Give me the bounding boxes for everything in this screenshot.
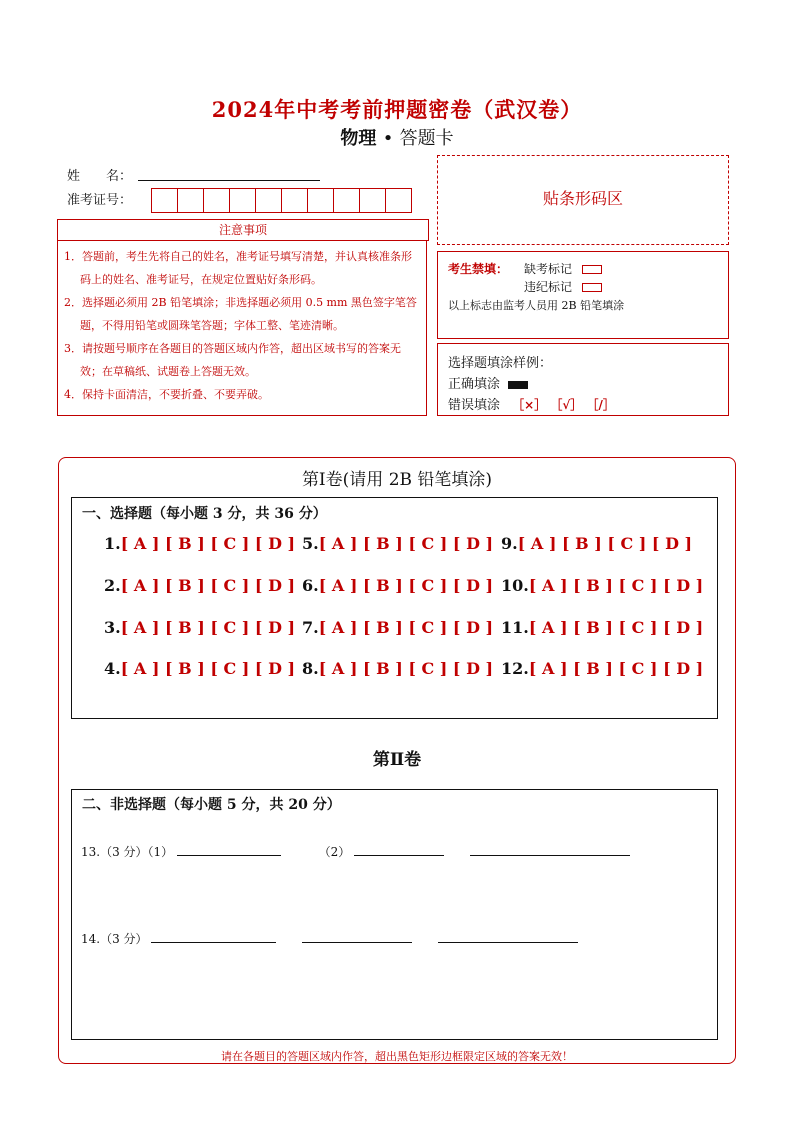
- q13-blank-1[interactable]: [177, 843, 281, 856]
- question-number: 11.: [501, 618, 529, 637]
- q13-blank-2[interactable]: [354, 843, 444, 856]
- question-number: 7.: [302, 618, 319, 637]
- answer-options[interactable]: [ A ] [ B ] [ C ] [ D ]: [528, 576, 704, 595]
- wrong-fill-marks: ［×］ ［√］ ［/］: [512, 398, 615, 412]
- answer-options[interactable]: [ A ] [ B ] [ C ] [ D ]: [318, 659, 494, 678]
- answer-options[interactable]: [ A ] [ B ] [ C ] [ D ]: [318, 534, 494, 553]
- question-5[interactable]: [302, 534, 493, 553]
- question-number: 12.: [501, 659, 529, 678]
- answer-options[interactable]: [ A ] [ B ] [ C ] [ D ]: [517, 534, 693, 553]
- question-7[interactable]: [302, 618, 493, 637]
- answer-options[interactable]: [ A ] [ B ] [ C ] [ D ]: [318, 618, 494, 637]
- question-12[interactable]: [501, 659, 703, 678]
- id-cell[interactable]: [360, 189, 386, 212]
- page-title: 2024年中考考前押题密卷（武汉卷）: [211, 97, 583, 122]
- exam-id-grid[interactable]: [151, 188, 412, 213]
- correct-fill-row: [448, 373, 528, 392]
- question-2[interactable]: [104, 576, 295, 595]
- footer-warning: 请在各题目的答题区域内作答，超出黑色矩形边框限定区域的答案无效！: [221, 1050, 573, 1063]
- non-choice-block: [71, 789, 718, 1040]
- question-6[interactable]: [302, 576, 493, 595]
- question-number: 9.: [501, 534, 518, 553]
- forbidden-note: 以上标志由监考人员用 2B 铅笔填涂: [448, 299, 625, 312]
- wrong-fill-label: 错误填涂: [448, 398, 501, 413]
- question-number: 4.: [104, 659, 121, 678]
- id-cell[interactable]: [386, 189, 411, 212]
- id-label: 准考证号：: [67, 193, 133, 208]
- filled-mark-icon: [508, 381, 528, 389]
- name-field[interactable]: [138, 180, 320, 181]
- notice-item: 1．答题前，考生先将自己的姓名，准考证号填写清楚，并认真核准条形码上的姓名、准考证号，在规定位置贴好条形码。: [64, 250, 412, 286]
- question-4[interactable]: [104, 659, 295, 678]
- forbidden-label: 考生禁填：: [448, 262, 509, 276]
- notice-item: 2．选择题必须用 2B 铅笔填涂；非选择题必须用 0.5 mm 黑色签字笔答题，不得用铅笔或圆珠笔答题；字体工整、笔迹清晰。: [64, 296, 417, 332]
- answer-options[interactable]: [ A ] [ B ] [ C ] [ D ]: [120, 618, 296, 637]
- non-choice-section-title: 二、非选择题（每小题 5 分，共 20 分）: [82, 797, 341, 813]
- q14-blank-2[interactable]: [302, 930, 412, 943]
- question-10[interactable]: [501, 576, 703, 595]
- id-cell[interactable]: [334, 189, 360, 212]
- id-cell[interactable]: [152, 189, 178, 212]
- correct-fill-label: 正确填涂: [448, 377, 501, 392]
- violation-label: 违纪标记: [524, 280, 573, 294]
- question-1[interactable]: [104, 534, 295, 553]
- answer-options[interactable]: [ A ] [ B ] [ C ] [ D ]: [528, 618, 704, 637]
- absent-mark-row: [524, 260, 602, 277]
- answer-options[interactable]: [ A ] [ B ] [ C ] [ D ]: [120, 534, 296, 553]
- notice-box: [57, 241, 427, 416]
- answer-options[interactable]: [ A ] [ B ] [ C ] [ D ]: [120, 576, 296, 595]
- answer-options[interactable]: [ A ] [ B ] [ C ] [ D ]: [528, 659, 704, 678]
- q13-label: 13.（3 分）（1）: [81, 845, 174, 859]
- answer-card-label: 答题卡: [399, 128, 454, 149]
- notice-title: 注意事项: [57, 219, 429, 241]
- id-cell[interactable]: [230, 189, 256, 212]
- subject: 物理: [340, 128, 377, 149]
- id-cell[interactable]: [178, 189, 204, 212]
- q14-label: 14.（3 分）: [81, 932, 148, 946]
- question-9[interactable]: [501, 534, 692, 553]
- page-subtitle: [0, 124, 794, 150]
- fill-example-title: 选择题填涂样例：: [448, 356, 553, 371]
- violation-mark-row: [524, 278, 602, 295]
- question-number: 6.: [302, 576, 319, 595]
- question-11[interactable]: [501, 618, 703, 637]
- question-number: 3.: [104, 618, 121, 637]
- question-number: 1.: [104, 534, 121, 553]
- answer-options[interactable]: [ A ] [ B ] [ C ] [ D ]: [120, 659, 296, 678]
- part2-title: 第Ⅱ卷: [372, 750, 422, 770]
- notice-item: 3．请按题号顺序在各题目的答题区域内作答，超出区域书写的答案无效；在草稿纸、试题卷上答题无效。: [64, 342, 401, 378]
- absent-checkbox[interactable]: [582, 265, 602, 274]
- name-label: 姓 名：: [67, 169, 133, 184]
- fill-example-box: [437, 343, 729, 416]
- q13-blank-3[interactable]: [470, 843, 630, 856]
- forbidden-box: [437, 251, 729, 339]
- q13-sub2-label: （2）: [318, 845, 351, 859]
- choice-block: [71, 497, 718, 719]
- question-14: [81, 930, 578, 947]
- answer-options[interactable]: [ A ] [ B ] [ C ] [ D ]: [318, 576, 494, 595]
- q14-blank-3[interactable]: [438, 930, 578, 943]
- question-8[interactable]: [302, 659, 493, 678]
- subtitle-dot: •: [382, 128, 394, 149]
- violation-checkbox[interactable]: [582, 283, 602, 292]
- question-number: 2.: [104, 576, 121, 595]
- part1-title: 第Ⅰ卷(请用 2B 铅笔填涂): [301, 470, 493, 490]
- wrong-fill-row: [448, 394, 615, 413]
- choice-section-title: 一、选择题（每小题 3 分，共 36 分）: [82, 506, 327, 522]
- q14-blank-1[interactable]: [151, 930, 276, 943]
- id-cell[interactable]: [256, 189, 282, 212]
- barcode-area: 贴条形码区: [437, 155, 729, 245]
- absent-label: 缺考标记: [524, 262, 573, 276]
- question-number: 5.: [302, 534, 319, 553]
- id-cell[interactable]: [308, 189, 334, 212]
- question-number: 8.: [302, 659, 319, 678]
- question-13: [81, 843, 630, 860]
- question-3[interactable]: [104, 618, 295, 637]
- notice-item: 4．保持卡面清洁，不要折叠、不要弄破。: [64, 388, 269, 401]
- id-cell[interactable]: [204, 189, 230, 212]
- question-number: 10.: [501, 576, 529, 595]
- id-cell[interactable]: [282, 189, 308, 212]
